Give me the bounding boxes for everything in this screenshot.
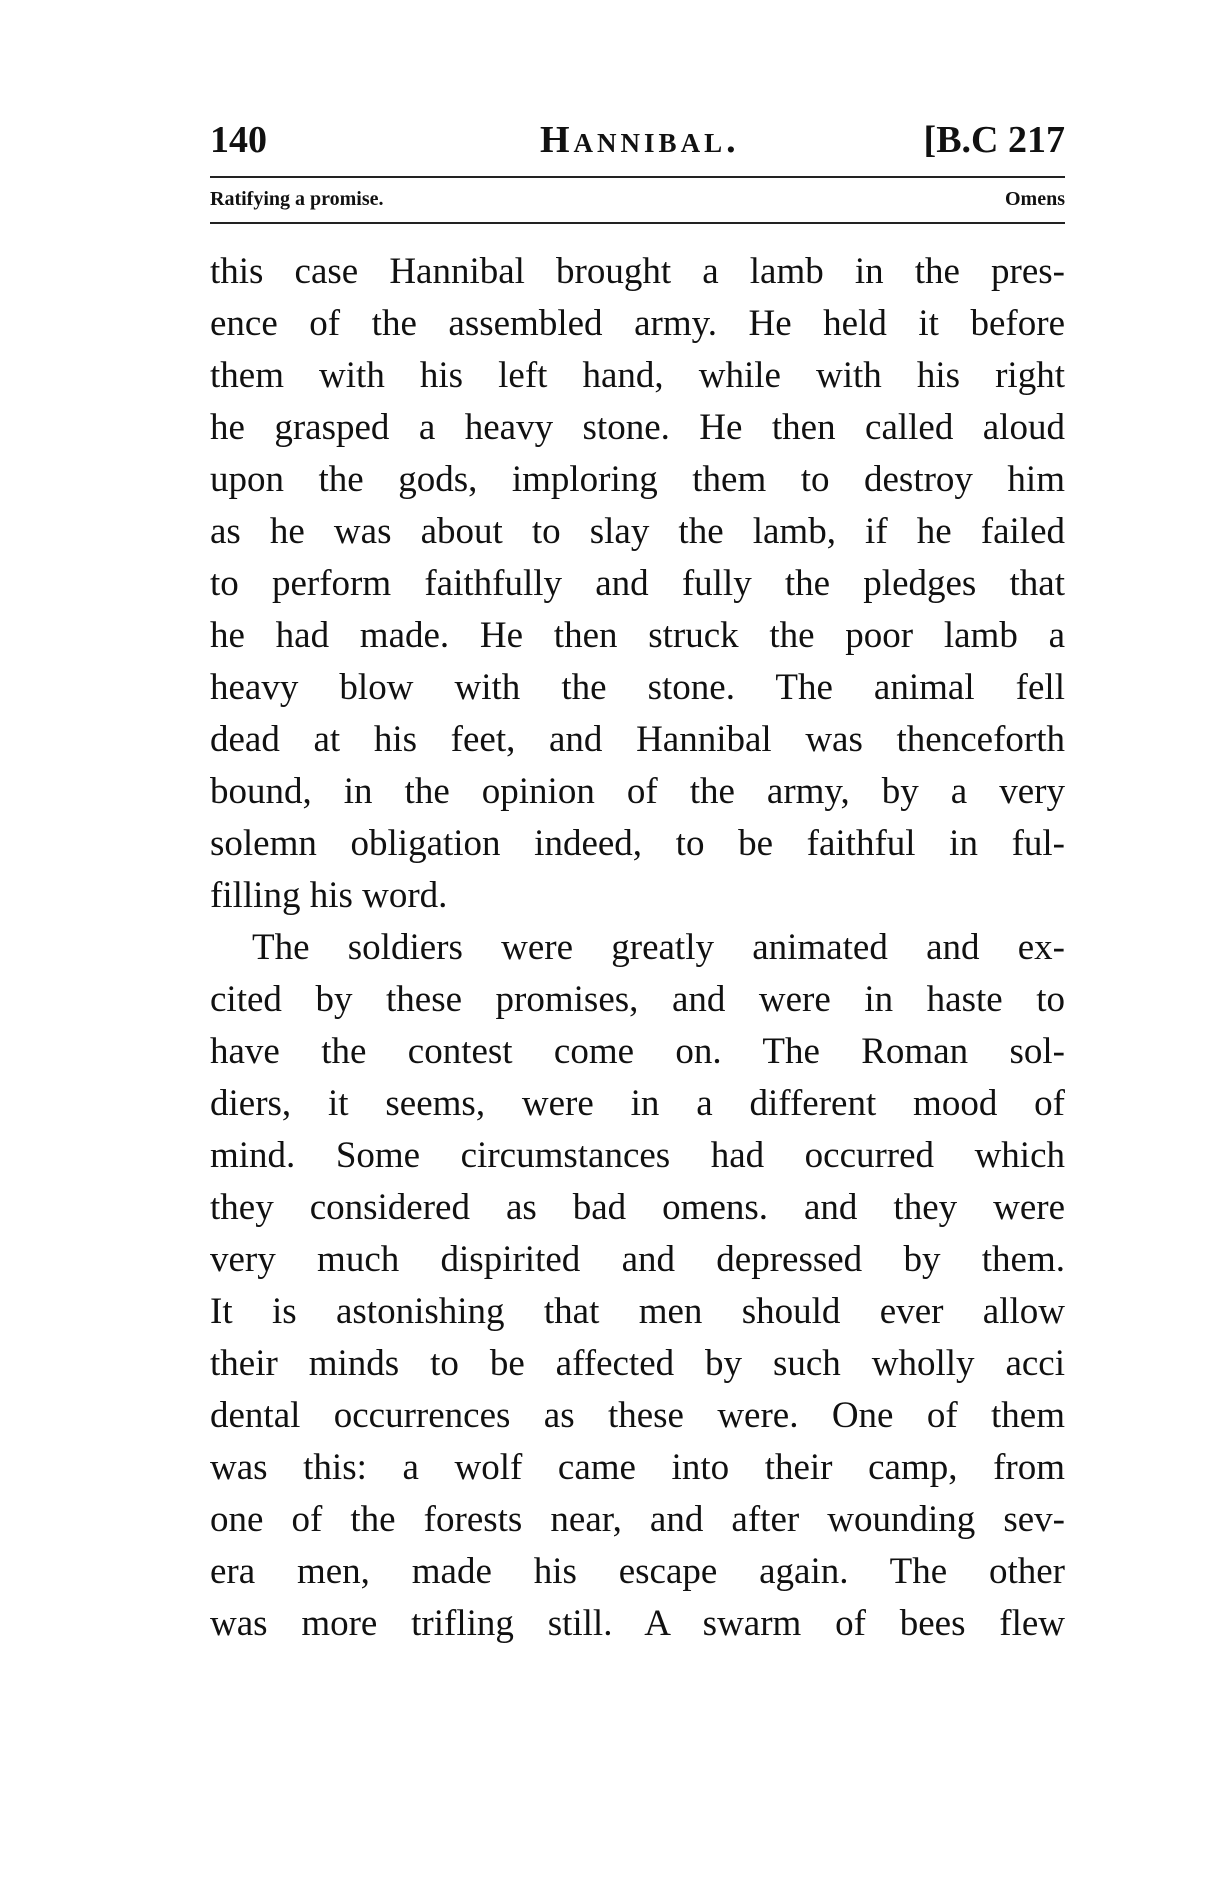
text-line: was this: a wolf came into their camp, from (210, 1447, 1065, 1488)
body-text (210, 246, 1065, 1650)
text-line: their minds to be affected by such wholly acci (210, 1343, 1065, 1384)
text-line: he had made. He then struck the poor lamb a (210, 615, 1065, 656)
text-line: as he was about to slay the lamb, if he failed (210, 511, 1065, 552)
text-line: dead at his feet, and Hannibal was thenceforth (210, 719, 1065, 760)
text-line: one of the forests near, and after wounding sev- (210, 1499, 1065, 1540)
header-rule (210, 176, 1065, 178)
text-line: ence of the assembled army. He held it before (210, 303, 1065, 344)
text-line: them with his left hand, while with his right (210, 355, 1065, 396)
text-line: he grasped a heavy stone. He then called aloud (210, 407, 1065, 448)
running-date: [B.C 217 (923, 119, 1065, 161)
text-line: era men, made his escape again. The other (210, 1551, 1065, 1592)
text-line: It is astonishing that men should ever allow (210, 1291, 1065, 1332)
text-line: dental occurrences as these were. One of them (210, 1395, 1065, 1436)
text-line: they considered as bad omens. and they were (210, 1187, 1065, 1228)
sidehead-left: Ratifying a promise. (210, 188, 384, 210)
text-line: heavy blow with the stone. The animal fell (210, 667, 1065, 708)
text-line: was more trifling still. A swarm of bees flew (210, 1603, 1065, 1644)
page-number: 140 (210, 119, 267, 161)
text-line: solemn obligation indeed, to be faithful in ful- (210, 823, 1065, 864)
running-title: Hannibal. (540, 119, 740, 161)
running-head (210, 118, 1065, 168)
text-line: very much dispirited and depressed by them. (210, 1239, 1065, 1280)
sideheads (210, 184, 1065, 218)
sidehead-right: Omens (1005, 188, 1065, 210)
text-line: this case Hannibal brought a lamb in the pres- (210, 251, 1065, 292)
text-line: cited by these promises, and were in haste to (210, 979, 1065, 1020)
paragraph-2 (210, 922, 1065, 1650)
text-line: diers, it seems, were in a different mood of (210, 1083, 1065, 1124)
text-line: upon the gods, imploring them to destroy him (210, 459, 1065, 500)
text-line: filling his word. (210, 875, 448, 916)
paragraph-1 (210, 246, 1065, 922)
text-line: to perform faithfully and fully the pledges that (210, 563, 1065, 604)
text-line: The soldiers were greatly animated and ex- (252, 927, 1065, 968)
sidehead-rule (210, 222, 1065, 224)
text-line: bound, in the opinion of the army, by a very (210, 771, 1065, 812)
text-line: mind. Some circumstances had occurred which (210, 1135, 1065, 1176)
text-line: have the contest come on. The Roman sol- (210, 1031, 1065, 1072)
book-page (210, 118, 1065, 1650)
